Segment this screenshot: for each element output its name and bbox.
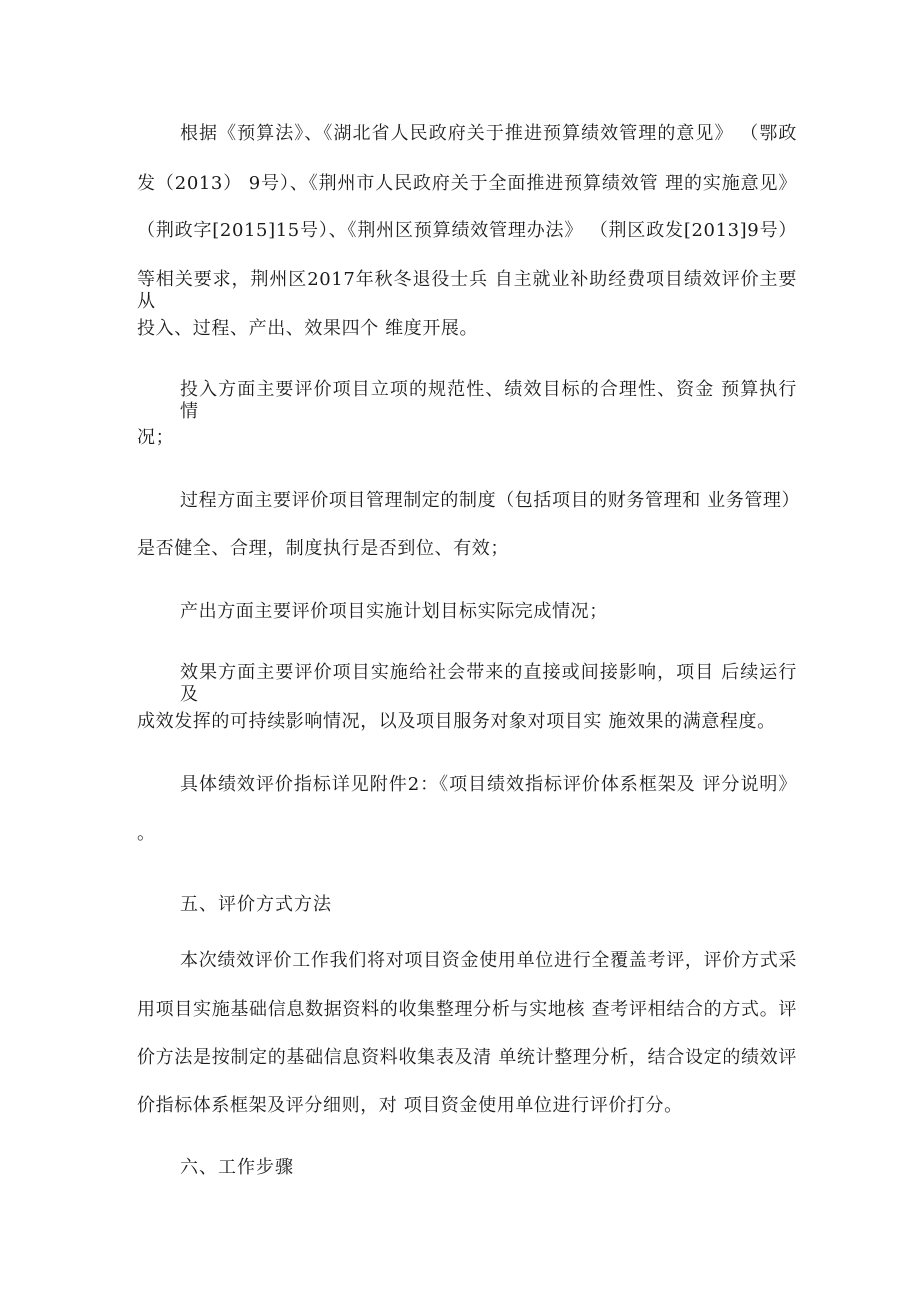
paragraph-8-line-2: 用项目实施基础信息数据资料的收集整理分析与实地核 查考评相结合的方式。评: [137, 999, 797, 1020]
paragraph-1-line-3: （荆政字[2015]15号）、《荆州区预算绩效管理办法》 （荆区政发[2013]9号）: [137, 220, 797, 241]
section-heading-evaluation-methods: 五、评价方式方法: [180, 894, 332, 915]
paragraph-8-line-3: 价方法是按制定的基础信息资料收集表及清 单统计整理分析，结合设定的绩效评: [137, 1047, 797, 1068]
paragraph-5-line-1: 效果方面主要评价项目实施给社会带来的直接或间接影响，项目 后续运行及: [180, 662, 797, 705]
section-heading-work-steps: 六、工作步骤: [180, 1157, 294, 1178]
paragraph-5-line-2: 成效发挥的可持续影响情况，以及项目服务对象对项目实 施效果的满意程度。: [137, 711, 776, 732]
paragraph-1-line-1: 根据《预算法》、《湖北省人民政府关于推进预算绩效管理的意见》 （鄂政: [180, 123, 797, 144]
paragraph-6-line-2: 。: [137, 823, 156, 844]
paragraph-3-line-1: 过程方面主要评价项目管理制定的制度（包括项目的财务管理和 业务管理）: [180, 490, 801, 511]
paragraph-2-line-2: 况；: [137, 427, 175, 448]
paragraph-6-line-1: 具体绩效评价指标详见附件2：《项目绩效指标评价体系框架及 评分说明》: [180, 774, 797, 795]
paragraph-1-line-5: 投入、过程、产出、效果四个 维度开展。: [137, 318, 479, 339]
paragraph-4-line-1: 产出方面主要评价项目实施计划目标实际完成情况；: [180, 601, 608, 622]
paragraph-8-line-1: 本次绩效评价工作我们将对项目资金使用单位进行全覆盖考评，评价方式采: [180, 950, 797, 971]
paragraph-1-line-2: 发（2013） 9号）、《荆州市人民政府关于全面推进预算绩效管 理的实施意见》: [137, 173, 797, 194]
paragraph-3-line-2: 是否健全、合理，制度执行是否到位、有效；: [137, 538, 509, 559]
paragraph-8-line-4: 价指标体系框架及评分细则，对 项目资金使用单位进行评价打分。: [137, 1095, 683, 1116]
paragraph-1-line-4: 等相关要求，荆州区2017年秋冬退役士兵 自主就业补助经费项目绩效评价主要从: [137, 269, 797, 312]
paragraph-2-line-1: 投入方面主要评价项目立项的规范性、绩效目标的合理性、资金 预算执行情: [180, 379, 797, 422]
